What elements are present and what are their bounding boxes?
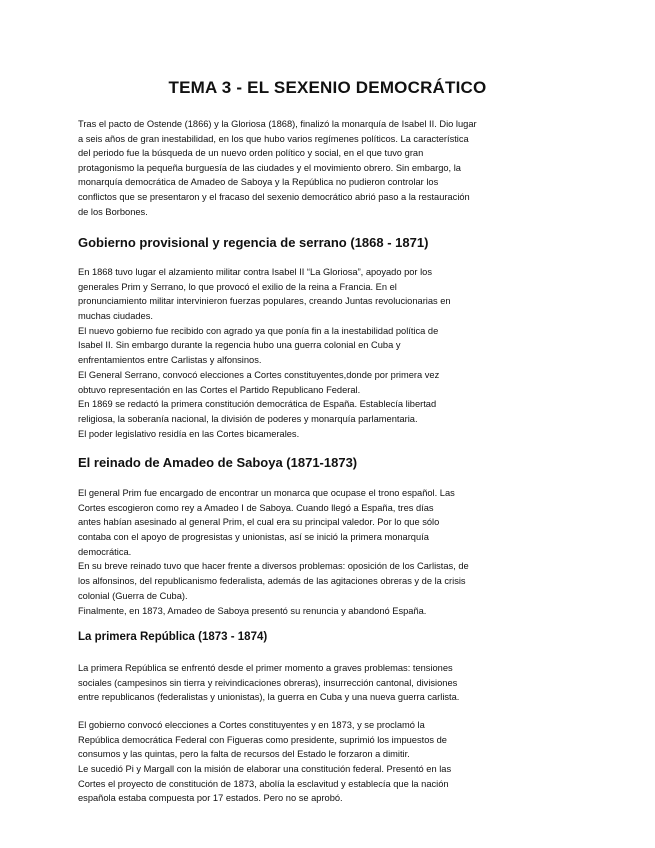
intro-paragraph xyxy=(78,117,578,219)
text-line: obtuvo representación en las Cortes el Partido Republicano Federal. xyxy=(78,384,361,395)
text-line: consumos y las quintas, pero la falta de recursos del Estado le forzaron a dimitir. xyxy=(78,749,410,760)
section-amadeo-de-saboya-body xyxy=(78,486,578,618)
text-line: sociales (campesinos sin tierra y reivindicaciones obreras), insurrección cantonal, divisiones xyxy=(78,677,458,688)
text-line: En su breve reinado tuvo que hacer frente a diversos problemas: oposición de los Carlistas, de xyxy=(78,561,469,572)
text-line: El General Serrano, convocó elecciones a Cortes constituyentes,donde por primera vez xyxy=(78,369,440,380)
text-line: monarquía democrática de Amadeo de Saboya y la República no pudieron controlar los xyxy=(78,177,439,188)
text-line: enfrentamientos entre Carlistas y alfonsinos. xyxy=(78,355,262,366)
text-line: conflictos que se presentaron y el fracaso del sexenio democrático abrió paso a la restauración xyxy=(78,191,470,202)
text-line: del periodo fue la búsqueda de un nuevo orden político y social, en el que tuvo gran xyxy=(78,148,424,159)
section-heading-amadeo-de-saboya: El reinado de Amadeo de Saboya (1871-1873) xyxy=(78,455,358,470)
text-line: religiosa, la soberanía nacional, la división de poderes y monarquía parlamentaria. xyxy=(78,413,418,424)
text-line: El poder legislativo residía en las Cortes bicamerales. xyxy=(78,428,300,439)
text-line: El nuevo gobierno fue recibido con agrado ya que ponía fin a la inestabilidad política de xyxy=(78,325,439,336)
text-line: protagonismo la pequeña burguesía de las ciudades y el movimiento obrero. Sin embargo, la xyxy=(78,162,461,173)
page-title: TEMA 3 - EL SEXENIO DEMOCRÁTICO xyxy=(168,78,487,97)
section-heading-gobierno-provisional: Gobierno provisional y regencia de serrano (1868 - 1871) xyxy=(78,235,429,250)
text-line: pronunciamiento militar intervinieron fuerzas populares, creando Juntas revolucionarias en xyxy=(78,296,451,307)
text-line: antes habían asesinado al general Prim, el cual era su principal valedor. Por lo que sólo xyxy=(78,517,440,528)
text-line: muchas ciudades. xyxy=(78,311,153,322)
text-line: democrática. xyxy=(78,546,132,557)
text-line: En 1869 se redactó la primera constitución democrática de España. Establecía libertad xyxy=(78,399,437,410)
text-line: los alfonsinos, del republicanismo federalista, además de las agitaciones obreras y de la crisis xyxy=(78,576,466,587)
text-line: de los Borbones. xyxy=(78,206,148,217)
text-line: Le sucedió Pi y Margall con la misión de elaborar una constitución federal. Presentó en las xyxy=(78,764,452,775)
section-gobierno-provisional-body xyxy=(78,265,578,441)
text-line: generales Prim y Serrano, lo que provocó el exilio de la reina a Francia. En el xyxy=(78,281,397,292)
text-line: Cortes escogieron como rey a Amadeo I de Saboya. Cuando llegó a España, tres días xyxy=(78,502,434,513)
text-line: entre republicanos (federalistas y unionistas), la guerra en Cuba y una nueva guerra carlista. xyxy=(78,692,460,703)
text-line: El general Prim fue encargado de encontrar un monarca que ocupase el trono español. Las xyxy=(78,488,455,498)
text-line: Isabel II. Sin embargo durante la regencia hubo una guerra colonial en Cuba y xyxy=(78,340,401,351)
section-primera-republica-paragraph-2 xyxy=(78,718,578,806)
text-line: República democrática Federal con Figueras como presidente, suprimió los impuestos de xyxy=(78,734,447,745)
text-line: contaba con el apoyo de progresistas y unionistas, así se inició la primera monarquía xyxy=(78,532,429,543)
text-line: La primera República se enfrentó desde el primer momento a graves problemas: tensiones xyxy=(78,663,453,673)
text-line: Finalmente, en 1873, Amadeo de Saboya presentó su renuncia y abandonó España. xyxy=(78,605,427,616)
text-line: En 1868 tuvo lugar el alzamiento militar contra Isabel II “La Gloriosa”, apoyado por los xyxy=(78,267,432,277)
text-line: colonial (Guerra de Cuba). xyxy=(78,590,188,601)
text-line: española estaba compuesta por 17 estados. Pero no se aprobó. xyxy=(78,793,343,804)
text-line: Cortes el proyecto de constitución de 1873, abolía la esclavitud y establecía que la nación xyxy=(78,778,449,789)
section-heading-primera-republica: La primera República (1873 - 1874) xyxy=(78,631,268,643)
text-line: Tras el pacto de Ostende (1866) y la Gloriosa (1868), finalizó la monarquía de Isabel II. Dio lugar xyxy=(78,119,477,129)
text-line: a seis años de gran inestabilidad, en los que hubo varios regímenes políticos. La característica xyxy=(78,133,469,144)
section-primera-republica-paragraph-1 xyxy=(78,661,578,705)
text-line: El gobierno convocó elecciones a Cortes constituyentes y en 1873, y se proclamó la xyxy=(78,720,425,730)
